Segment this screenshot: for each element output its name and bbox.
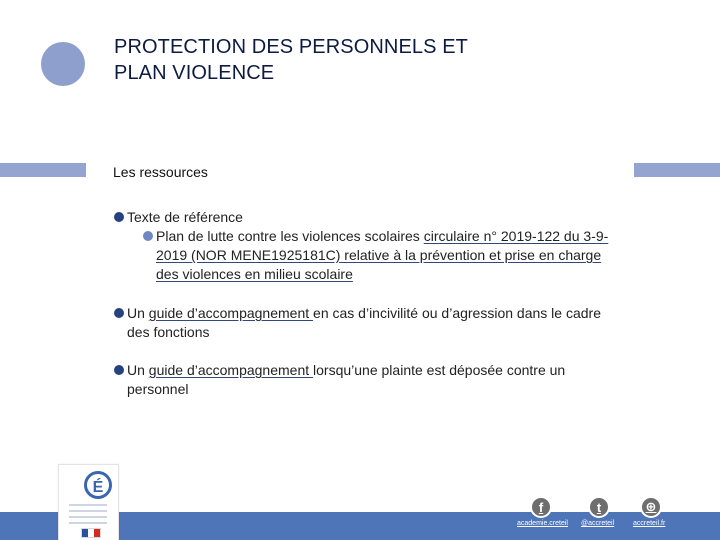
website-link[interactable]: accreteil.fr [633,520,666,527]
twitter-icon[interactable]: t [588,496,610,518]
french-flag-icon [81,528,101,538]
logo-text-line [69,516,107,518]
decorative-circle [41,42,85,86]
web-icon[interactable]: ⊕ [640,496,662,518]
logo-text-line [69,504,107,506]
facebook-icon[interactable]: f [530,496,552,518]
content-list [113,208,613,399]
list-item-text: Texte de référence [127,209,243,225]
right-band [634,163,720,177]
guide-plainte-link[interactable]: guide d’accompagnement [148,362,314,378]
page-title [114,34,634,86]
academy-logo [58,464,119,540]
logo-text-line [69,522,107,524]
sub-list-item [143,227,613,284]
circulaire-link[interactable]: circulaire n° 2019-122 du 3-9-2019 (NOR MENE1925181C) relative à la prévention et prise en charge des violences en milieu scolaire [156,228,609,282]
twitter-link[interactable]: @accreteil [581,520,615,527]
list-item [113,361,613,399]
title-line-2: PLAN VIOLENCE [114,62,275,84]
list-item-prefix: Un [127,362,149,378]
list-item-suffix: en cas d’incivilité ou d’agression dans le cadre des fonctions [127,305,601,340]
section-subtitle: Les ressources [113,164,208,180]
list-item [113,208,613,284]
list-item [113,304,613,342]
list-item-prefix: Un [127,305,149,321]
facebook-link[interactable]: academie.creteil [517,520,568,527]
list-item-suffix: lorsqu’une plainte est déposée contre un personnel [127,362,566,397]
sub-list-item-text: Plan de lutte contre les violences scolaires [156,228,424,244]
guide-incivilite-link[interactable]: guide d’accompagnement [148,305,314,321]
logo-text-line [69,510,107,512]
academy-e-badge: É [84,471,112,499]
left-band [0,163,86,177]
title-line-1: PROTECTION DES PERSONNELS ET [114,36,468,58]
